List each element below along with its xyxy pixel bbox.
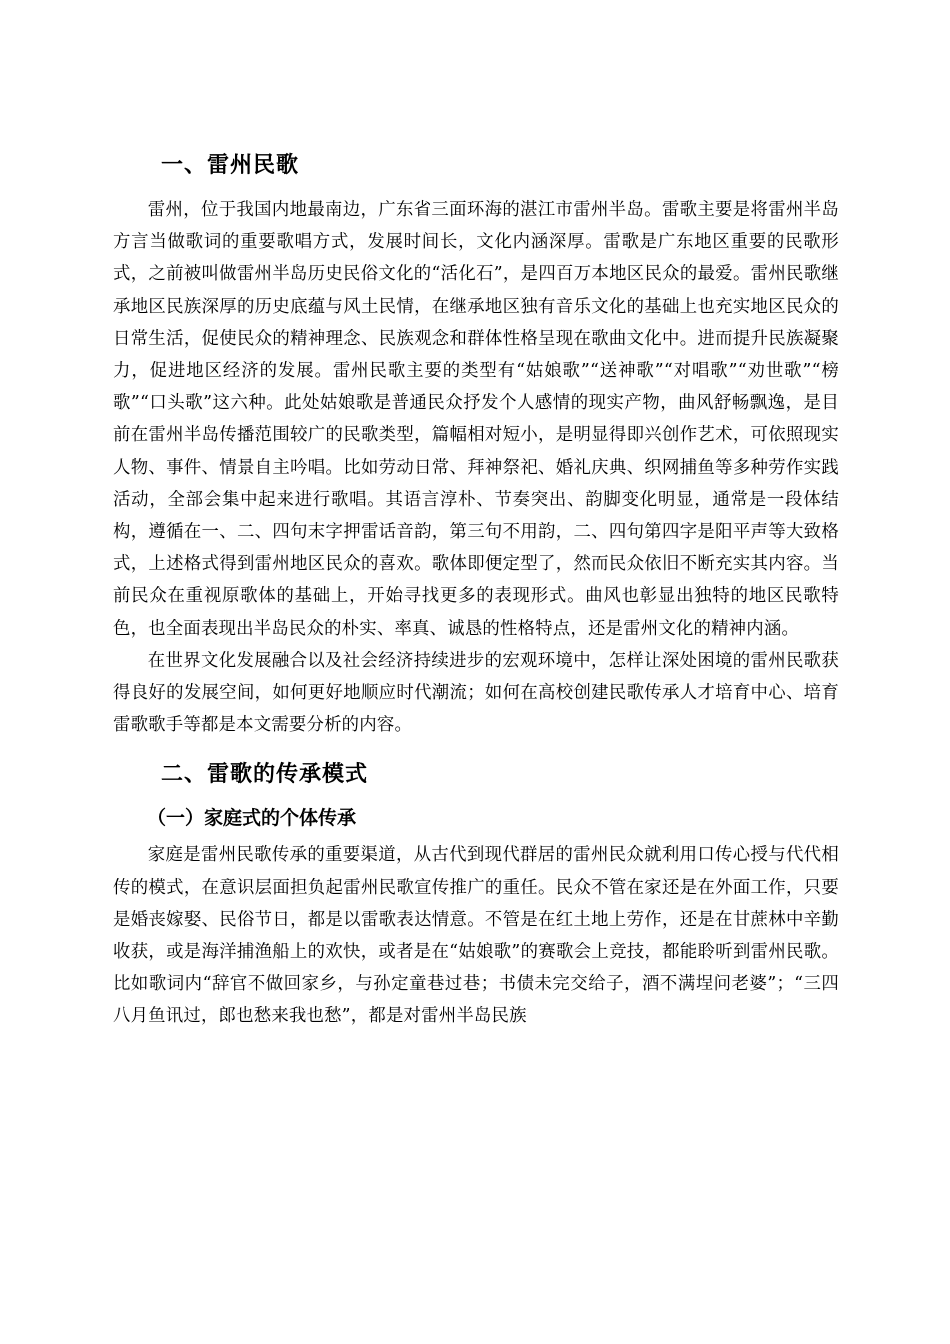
section-heading-2: 二、雷歌的传承模式 [161, 762, 369, 788]
body-paragraph: 雷州，位于我国内地最南边，广东省三面环海的湛江市雷州半岛。雷歌主要是将雷州半岛方言当做歌词的重要歌唱方式，发展时间长，文化内涵深厚。雷歌是广东地区重要的民歌形式，之前被叫做雷州半岛历史民俗文化的“活化石”，是四百万本地区民众的最爱。雷州民歌继承地区民族深厚的历史底蕴与风土民情，在继承地区独有音乐文化的基础上也充实地区民众的日常生活，促使民众的精神理念、民族观念和群体性格呈现在歌曲文化中。进而提升民族凝聚力，促进地区经济的发展。雷州民歌主要的类型有“姑娘歌”“送神歌”“对唱歌”“劝世歌”“榜歌”“口头歌”这六种。此处姑娘歌是普通民众抒发个人感情的现实产物，曲风舒畅飘逸，是目前在雷州半岛传播范围较广的民歌类型，篇幅相对短小，是明显得即兴创作艺术，可依照现实人物、事件、情景自主吟唱。比如劳动日常、拜神祭祀、婚礼庆典、织网捕鱼等多种劳作实践活动，全部会集中起来进行歌唱。其语言淳朴、节奏突出、韵脚变化明显，通常是一段体结构，遵循在一、二、四句末字押雷话音韵，第三句不用韵，二、四句第四字是阳平声等大致格式，上述格式得到雷州地区民众的喜欢。歌体即便定型了，然而民众依旧不断充实其内容。当前民众在重视原歌体的基础上，开始寻找更多的表现形式。曲风也彰显出独特的地区民歌特色，也全面表现出半岛民众的朴实、率真、诚恳的性格特点，还是雷州文化的精神内涵。 [113, 200, 839, 639]
document-page [113, 150, 839, 1033]
subsection-heading-1: （一）家庭式的个体传承 [147, 807, 357, 830]
section-heading-1: 一、雷州民歌 [161, 153, 300, 178]
body-paragraph: 家庭是雷州民歌传承的重要渠道，从古代到现代群居的雷州民众就利用口传心授与代代相传的模式，在意识层面担负起雷州民歌宣传推广的重任。民众不管在家还是在外面工作，只要是婚丧嫁娶、民俗节日，都是以雷歌表达情意。不管是在红土地上劳作，还是在甘蔗林中辛勤收获，或是海洋捕渔船上的欢快，或者是在“姑娘歌”的赛歌会上竞技，都能聆听到雷州民歌。比如歌词内“辞官不做回家乡，与孙定童巷过巷；书债未完交给子，酒不满埕问老婆”；“三四八月鱼讯过，郎也愁来我也愁”，都是对雷州半岛民族 [113, 845, 839, 1027]
body-paragraph: 在世界文化发展融合以及社会经济持续进步的宏观环境中，怎样让深处困境的雷州民歌获得良好的发展空间，如何更好地顺应时代潮流；如何在高校创建民歌传承人才培育中心、培育雷歌歌手等都是本文需要分析的内容。 [113, 650, 839, 736]
